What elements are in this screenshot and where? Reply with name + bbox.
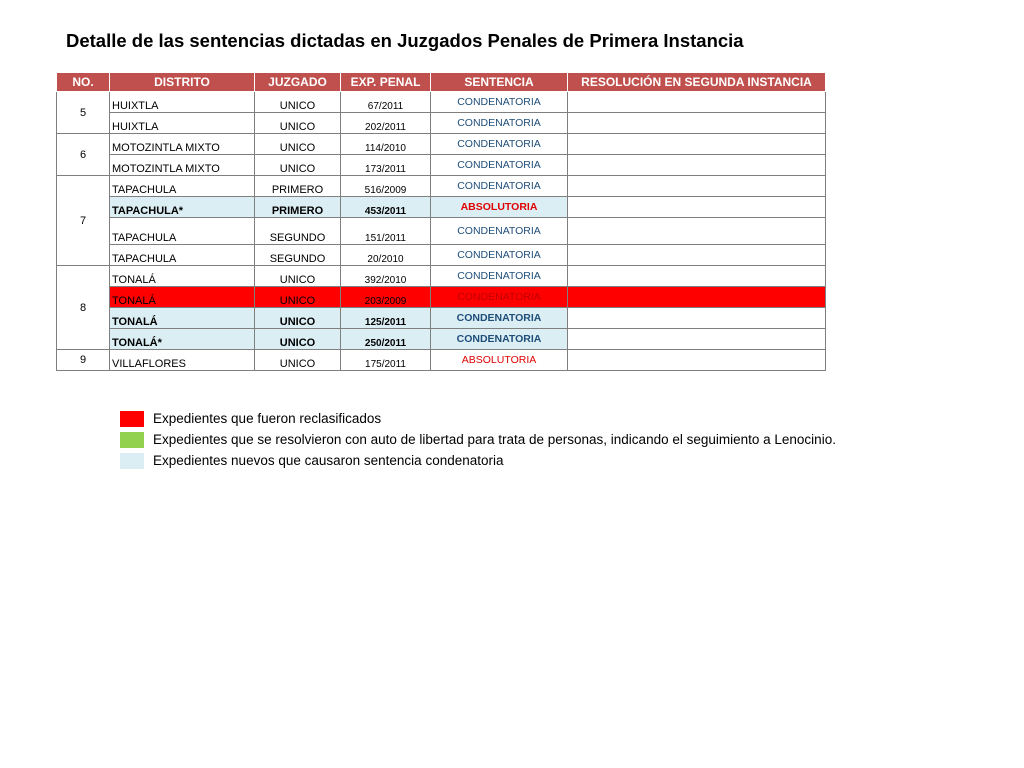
cell-sentencia: CONDENATORIA xyxy=(431,245,568,266)
cell-sentencia: CONDENATORIA xyxy=(431,308,568,329)
table-row xyxy=(57,287,826,308)
header-juzgado: JUZGADO xyxy=(255,73,341,92)
cell-juzgado: SEGUNDO xyxy=(255,245,341,266)
cell-sentencia: CONDENATORIA xyxy=(431,113,568,134)
cell-juzgado: SEGUNDO xyxy=(255,218,341,245)
table-row xyxy=(57,176,826,197)
cell-distrito: TAPACHULA xyxy=(110,218,255,245)
cell-exp-penal: 67/2011 xyxy=(341,92,431,113)
table-row xyxy=(57,350,826,371)
cell-distrito: HUIXTLA xyxy=(110,113,255,134)
sentencias-table xyxy=(56,72,826,371)
legend-item xyxy=(120,450,836,471)
cell-exp-penal: 202/2011 xyxy=(341,113,431,134)
cell-resolucion xyxy=(568,92,826,113)
cell-juzgado: UNICO xyxy=(255,308,341,329)
table-row xyxy=(57,92,826,113)
cell-sentencia: ABSOLUTORIA xyxy=(431,350,568,371)
cell-exp-penal: 392/2010 xyxy=(341,266,431,287)
cell-no: 8 xyxy=(57,266,110,350)
cell-sentencia: CONDENATORIA xyxy=(431,329,568,350)
header-exp-penal: EXP. PENAL xyxy=(341,73,431,92)
cell-exp-penal: 175/2011 xyxy=(341,350,431,371)
cell-juzgado: UNICO xyxy=(255,134,341,155)
cell-no: 7 xyxy=(57,176,110,266)
legend xyxy=(120,408,836,471)
cell-juzgado: UNICO xyxy=(255,113,341,134)
cell-distrito: TONALÁ* xyxy=(110,329,255,350)
cell-juzgado: UNICO xyxy=(255,350,341,371)
cell-exp-penal: 151/2011 xyxy=(341,218,431,245)
legend-swatch xyxy=(120,411,144,427)
table-row xyxy=(57,308,826,329)
header-no: NO. xyxy=(57,73,110,92)
cell-exp-penal: 114/2010 xyxy=(341,134,431,155)
cell-distrito: TAPACHULA xyxy=(110,176,255,197)
page-title: Detalle de las sentencias dictadas en Juzgados Penales de Primera Instancia xyxy=(66,30,744,51)
cell-exp-penal: 203/2009 xyxy=(341,287,431,308)
cell-resolucion xyxy=(568,266,826,287)
cell-sentencia: ABSOLUTORIA xyxy=(431,197,568,218)
cell-juzgado: UNICO xyxy=(255,155,341,176)
cell-exp-penal: 173/2011 xyxy=(341,155,431,176)
legend-swatch xyxy=(120,432,144,448)
header-sentencia: SENTENCIA xyxy=(431,73,568,92)
cell-resolucion xyxy=(568,329,826,350)
cell-distrito: HUIXTLA xyxy=(110,92,255,113)
table-row xyxy=(57,245,826,266)
legend-text: Expedientes nuevos que causaron sentencia condenatoria xyxy=(153,453,504,468)
legend-item xyxy=(120,429,836,450)
cell-sentencia: CONDENATORIA xyxy=(431,134,568,155)
cell-resolucion xyxy=(568,197,826,218)
cell-distrito: TONALÁ xyxy=(110,266,255,287)
table-row xyxy=(57,329,826,350)
cell-exp-penal: 516/2009 xyxy=(341,176,431,197)
legend-text: Expedientes que fueron reclasificados xyxy=(153,411,382,426)
cell-resolucion xyxy=(568,113,826,134)
table-body xyxy=(57,92,826,371)
cell-sentencia: CONDENATORIA xyxy=(431,266,568,287)
cell-resolucion xyxy=(568,245,826,266)
cell-resolucion xyxy=(568,218,826,245)
cell-juzgado: PRIMERO xyxy=(255,197,341,218)
table-row xyxy=(57,266,826,287)
table-header-row xyxy=(57,73,826,92)
header-resolucion: RESOLUCIÓN EN SEGUNDA INSTANCIA xyxy=(568,73,826,92)
cell-resolucion xyxy=(568,155,826,176)
cell-exp-penal: 250/2011 xyxy=(341,329,431,350)
header-distrito: DISTRITO xyxy=(110,73,255,92)
cell-sentencia: CONDENATORIA xyxy=(431,287,568,308)
cell-juzgado: UNICO xyxy=(255,329,341,350)
cell-no: 9 xyxy=(57,350,110,371)
table-row xyxy=(57,113,826,134)
legend-text: Expedientes que se resolvieron con auto de libertad para trata de personas, indicando el seguimiento a Lenocinio. xyxy=(153,432,836,447)
cell-no: 6 xyxy=(57,134,110,176)
legend-item xyxy=(120,408,836,429)
cell-no: 5 xyxy=(57,92,110,134)
cell-distrito: TAPACHULA xyxy=(110,245,255,266)
table-row xyxy=(57,197,826,218)
table-row xyxy=(57,218,826,245)
cell-resolucion xyxy=(568,134,826,155)
legend-swatch xyxy=(120,453,144,469)
cell-distrito: TAPACHULA* xyxy=(110,197,255,218)
cell-sentencia: CONDENATORIA xyxy=(431,218,568,245)
cell-juzgado: PRIMERO xyxy=(255,176,341,197)
cell-sentencia: CONDENATORIA xyxy=(431,176,568,197)
cell-resolucion xyxy=(568,350,826,371)
cell-sentencia: CONDENATORIA xyxy=(431,155,568,176)
cell-exp-penal: 20/2010 xyxy=(341,245,431,266)
cell-distrito: MOTOZINTLA MIXTO xyxy=(110,134,255,155)
cell-resolucion xyxy=(568,308,826,329)
cell-juzgado: UNICO xyxy=(255,266,341,287)
cell-resolucion xyxy=(568,287,826,308)
cell-juzgado: UNICO xyxy=(255,92,341,113)
cell-distrito: TONALÁ xyxy=(110,287,255,308)
table-row xyxy=(57,155,826,176)
cell-distrito: VILLAFLORES xyxy=(110,350,255,371)
cell-exp-penal: 125/2011 xyxy=(341,308,431,329)
cell-distrito: TONALÁ xyxy=(110,308,255,329)
cell-exp-penal: 453/2011 xyxy=(341,197,431,218)
cell-juzgado: UNICO xyxy=(255,287,341,308)
cell-distrito: MOTOZINTLA MIXTO xyxy=(110,155,255,176)
cell-sentencia: CONDENATORIA xyxy=(431,92,568,113)
table-row xyxy=(57,134,826,155)
cell-resolucion xyxy=(568,176,826,197)
